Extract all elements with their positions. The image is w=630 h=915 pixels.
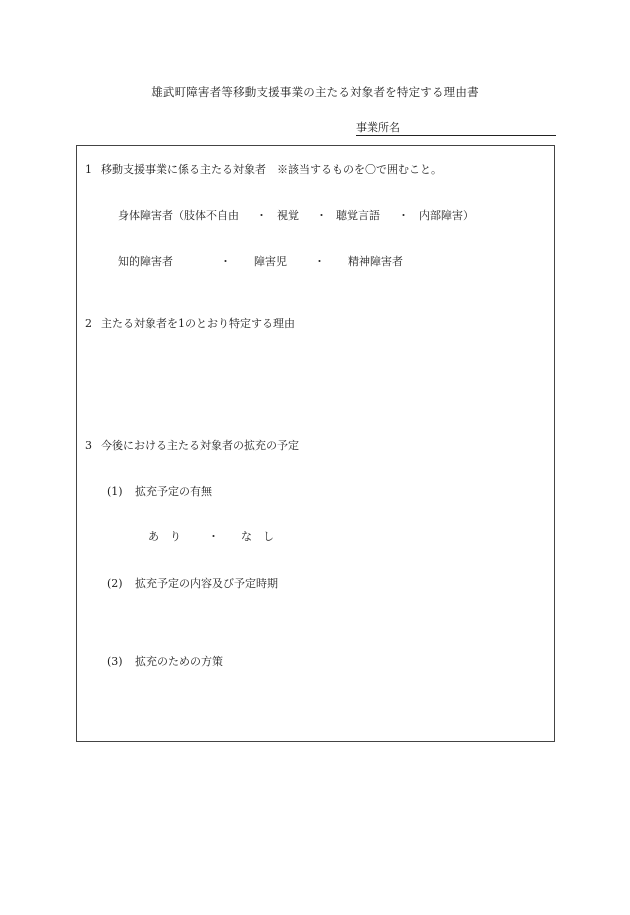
item3-number: (3) xyxy=(107,655,123,668)
item1-number: (1) xyxy=(107,485,123,498)
section3-number: 3 xyxy=(85,439,92,452)
option-separator: ・ xyxy=(314,255,325,268)
section1-heading: 移動支援事業に係る主たる対象者 ※該当するものを〇で囲むこと。 xyxy=(101,163,442,176)
option-disabled-child[interactable]: 障害児 xyxy=(254,255,287,268)
option-visual[interactable]: 視覚 xyxy=(277,209,299,222)
office-name-underline xyxy=(356,135,556,136)
option-separator: ・ xyxy=(208,530,219,543)
option-separator: ・ xyxy=(220,255,231,268)
item2-label: 拡充予定の内容及び予定時期 xyxy=(135,577,278,590)
option-separator: ・ xyxy=(316,209,327,222)
item3-label: 拡充のための方策 xyxy=(135,655,223,668)
option-yes[interactable]: あ り xyxy=(148,530,181,543)
office-name-field[interactable] xyxy=(356,122,556,136)
section2-heading: 主たる対象者を1のとおり特定する理由 xyxy=(101,317,295,330)
option-separator: ・ xyxy=(398,209,409,222)
section2-number: 2 xyxy=(85,317,92,330)
section1-number: 1 xyxy=(85,163,92,176)
option-no[interactable]: な し xyxy=(241,530,274,543)
document-title: 雄武町障害者等移動支援事業の主たる対象者を特定する理由書 xyxy=(151,85,479,99)
section3-heading: 今後における主たる対象者の拡充の予定 xyxy=(101,439,299,452)
option-physical-disability[interactable]: 身体障害者（肢体不自由 xyxy=(118,209,239,222)
office-name-label: 事業所名 xyxy=(356,121,400,134)
option-hearing-speech[interactable]: 聴覚言語 xyxy=(336,209,380,222)
option-internal-disability[interactable]: 内部障害） xyxy=(419,209,474,222)
option-mental-disability[interactable]: 精神障害者 xyxy=(348,255,403,268)
item1-label: 拡充予定の有無 xyxy=(135,485,212,498)
option-separator: ・ xyxy=(256,209,267,222)
option-intellectual-disability[interactable]: 知的障害者 xyxy=(118,255,173,268)
item2-number: (2) xyxy=(107,577,123,590)
